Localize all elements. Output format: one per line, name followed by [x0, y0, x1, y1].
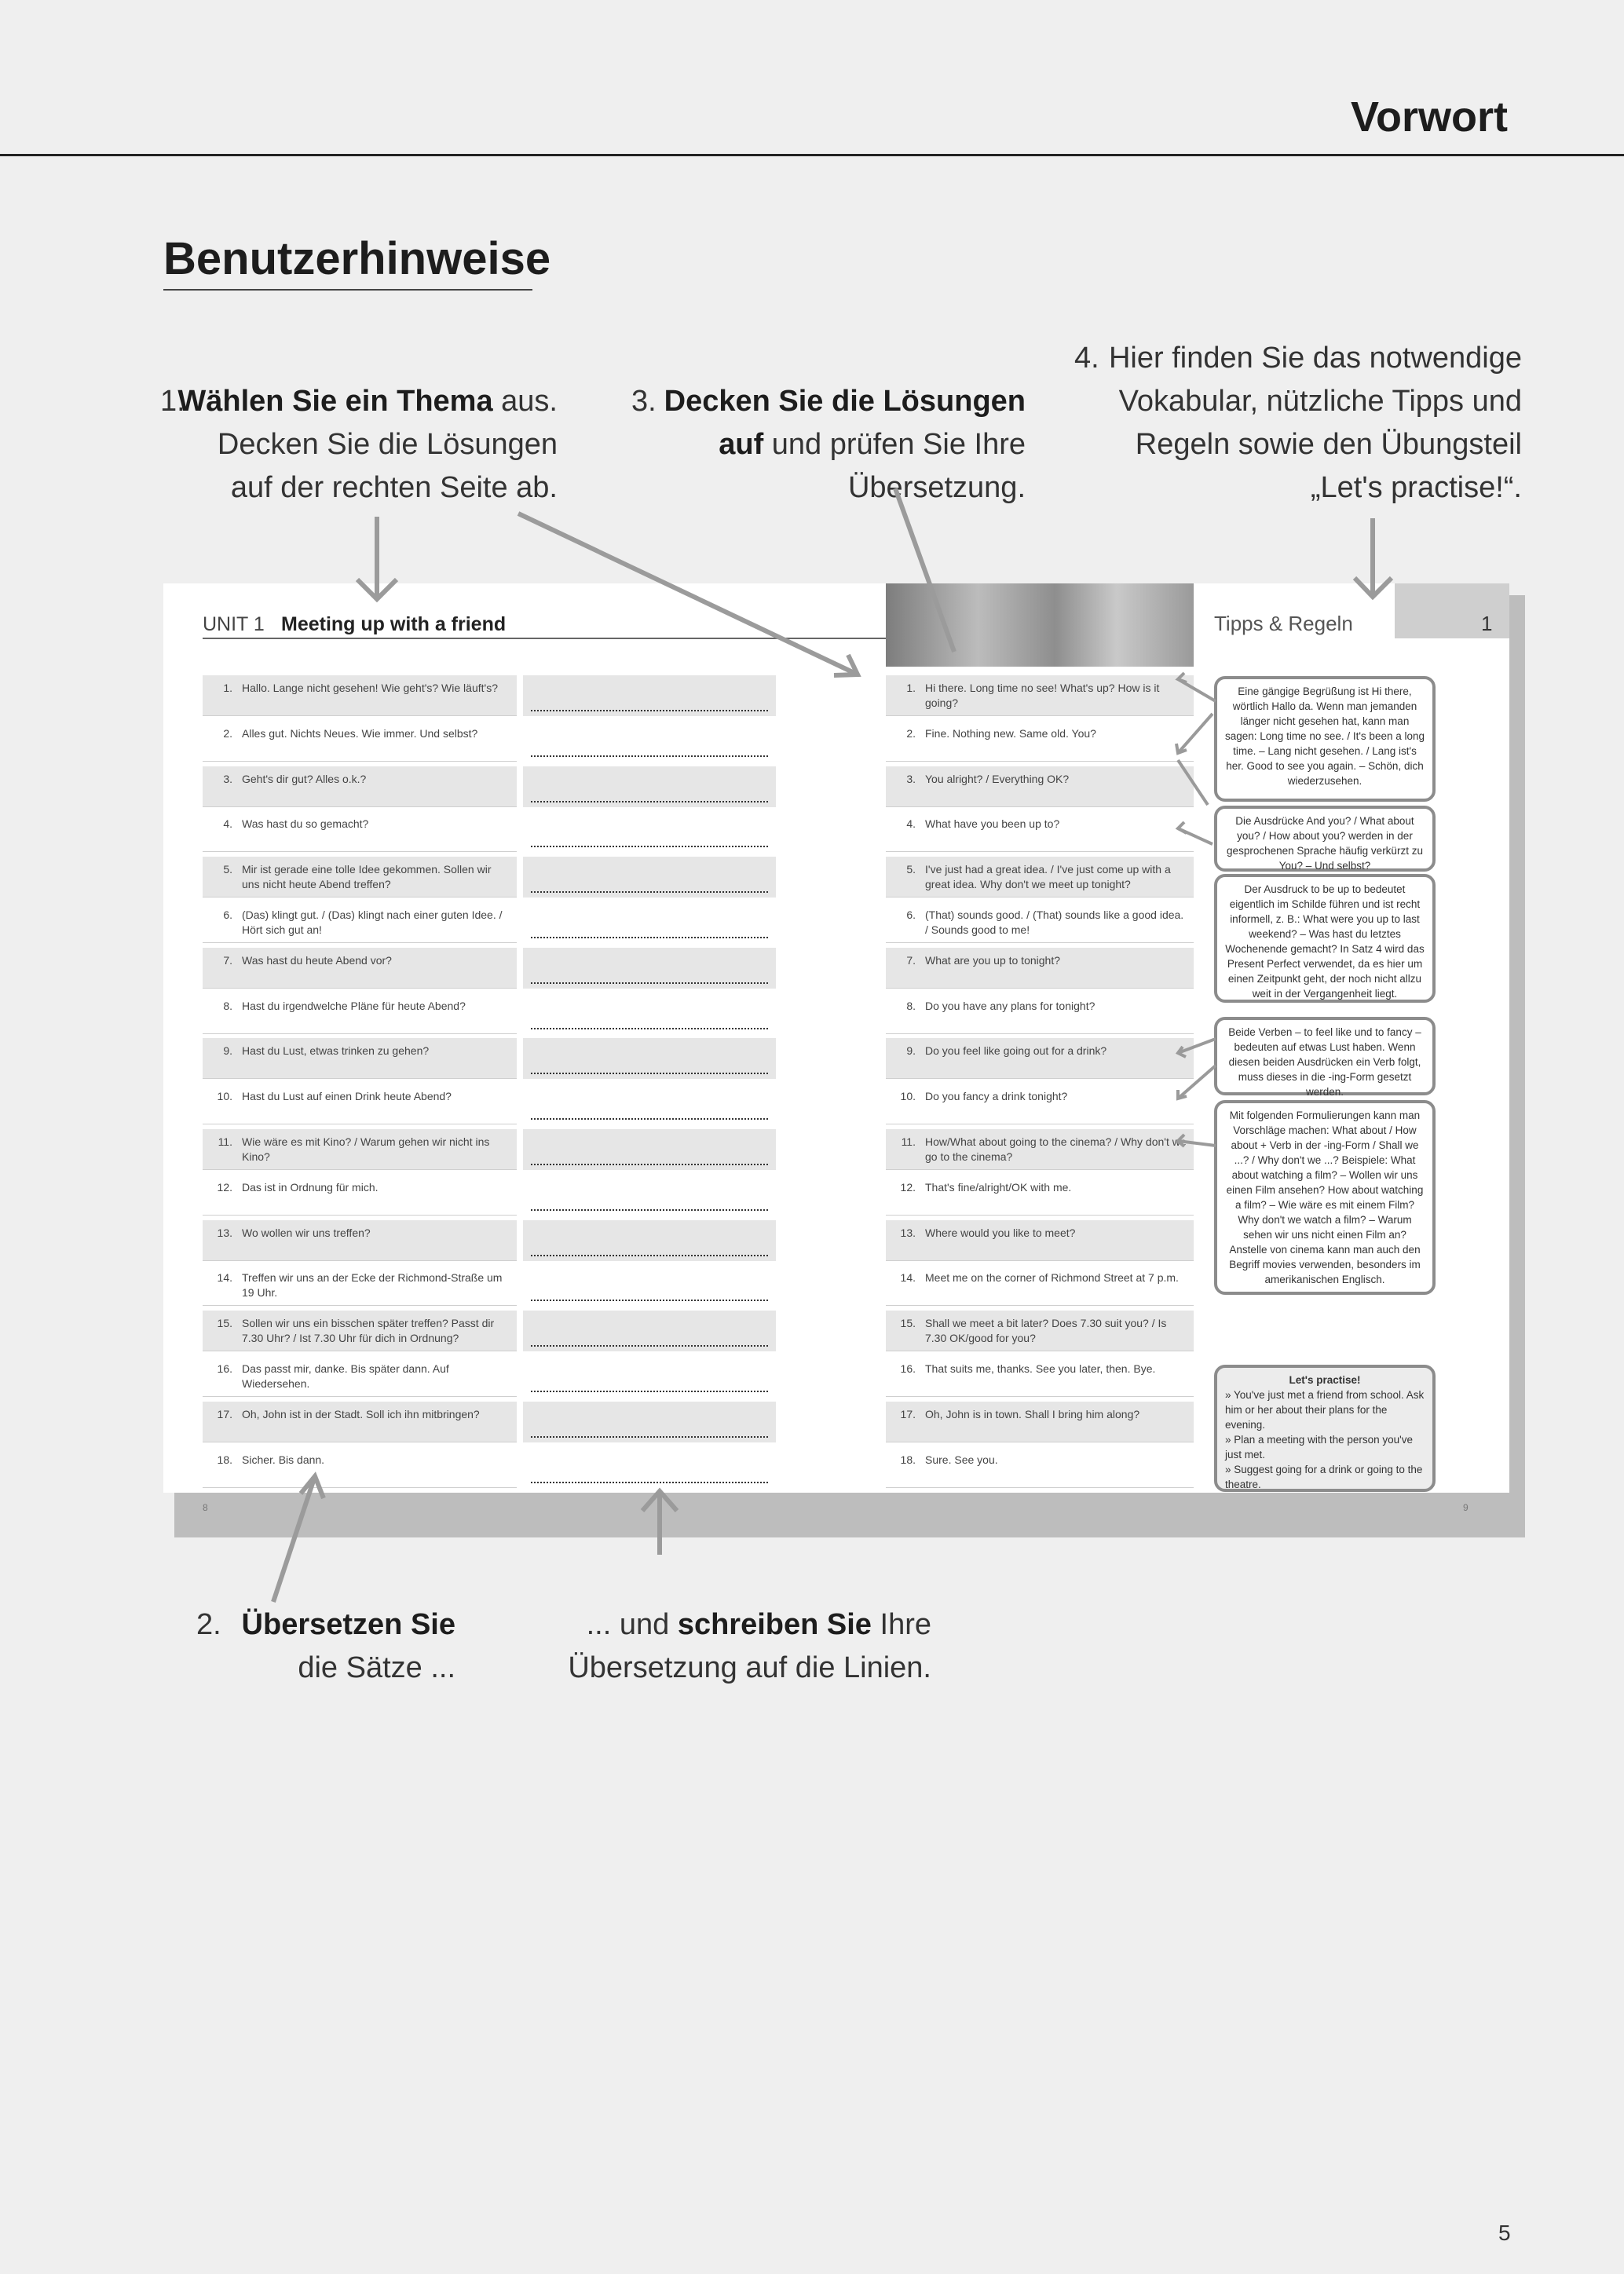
- row-sentence: Was hast du heute Abend vor?: [242, 953, 392, 967]
- row-number: 6.: [906, 909, 916, 921]
- row-sentence: What have you been up to?: [925, 817, 1060, 831]
- row-sentence: Das passt mir, danke. Bis später dann. Auf Wiedersehen.: [242, 1362, 449, 1390]
- row-number: 7.: [223, 953, 232, 967]
- row-sentence: Hi there. Long time no see! What's up? How is it going?: [925, 682, 1160, 709]
- row-sentence: How/What about going to the cinema? / Why don't we go to the cinema?: [925, 1135, 1187, 1163]
- row-number: 17.: [900, 1407, 916, 1420]
- row-number: 5.: [223, 863, 232, 876]
- row-sentence: Sollen wir uns ein bisschen später treffen? Passt dir 7.30 Uhr? / Ist 7.30 Uhr für dich in Ordnung?: [242, 1317, 495, 1345]
- tipps-label: Tipps & Regeln: [1214, 612, 1353, 635]
- row-sentence: Sicher. Bis dann.: [242, 1453, 325, 1466]
- row-sentence: You alright? / Everything OK?: [925, 772, 1070, 785]
- row-number: 11.: [218, 1135, 232, 1148]
- tip-box-5: Mit folgenden Formulierungen kann man Vorschläge machen: What about / How about + Verb in der -ing-Form / Shall we ...? / Why don't we ...? Beispiele: What about watching a film? – Wollen wir uns einen Film ansehen? How about watching a film? – Wie wäre es mit einem Film? Why don't we watch a film? – Warum sehen wir uns nicht einen Film an? Anstelle von cinema kann man auch den Begriff movies verwenden, besonders im amerikanischen Englisch.: [1214, 1100, 1436, 1295]
- unit-title: Meeting up with a friend: [281, 613, 507, 635]
- row-number: 15.: [900, 1317, 916, 1330]
- row-number: 7.: [906, 953, 916, 967]
- instruction-4-line4: „Let's practise!“.: [1310, 471, 1522, 504]
- page-number-right: 9: [1463, 1502, 1469, 1513]
- row-number: 2.: [906, 726, 916, 740]
- row-sentence: (Das) klingt gut. / (Das) klingt nach einer guten Idee. / Hört sich gut an!: [242, 909, 503, 936]
- instruction-number: 2.: [196, 1608, 221, 1641]
- row-number: 12.: [217, 1180, 232, 1194]
- instruction-5-bold: schreiben Sie: [677, 1608, 872, 1641]
- row-number: 9.: [906, 1044, 916, 1058]
- row-sentence: Treffen wir uns an der Ecke der Richmond-Straße um 19 Uhr.: [242, 1271, 503, 1300]
- row-sentence: Geht's dir gut? Alles o.k.?: [242, 772, 367, 785]
- instruction-4-line3: Regeln sowie den Übungsteil: [1135, 428, 1522, 461]
- row-sentence: Oh, John ist in der Stadt. Soll ich ihn mitbringen?: [242, 1407, 480, 1420]
- row-number: 4.: [223, 817, 232, 831]
- row-sentence: Das ist in Ordnung für mich.: [242, 1180, 379, 1194]
- row-number: 12.: [900, 1180, 916, 1194]
- instruction-number: 3.: [631, 385, 657, 418]
- page-number-left: 8: [203, 1502, 208, 1513]
- row-sentence: Wo wollen wir uns treffen?: [242, 1226, 371, 1239]
- row-number: 16.: [900, 1362, 916, 1375]
- row-number: 9.: [223, 1044, 232, 1058]
- row-sentence: Meet me on the corner of Richmond Street at 7 p.m.: [925, 1271, 1179, 1285]
- row-sentence: Sure. See you.: [925, 1453, 998, 1466]
- instruction-3-rest: und prüfen Sie Ihre: [763, 428, 1026, 461]
- row-sentence: Do you fancy a drink tonight?: [925, 1090, 1068, 1103]
- practise-item: » You've just met a friend from school. Ask him or her about their plans for the evening.: [1225, 1389, 1425, 1431]
- row-number: 14.: [900, 1271, 916, 1285]
- instruction-5-post: Ihre: [871, 1608, 931, 1641]
- row-number: 3.: [906, 772, 916, 785]
- header-title: Vorwort: [1351, 93, 1508, 141]
- row-sentence: Oh, John is in town. Shall I bring him along?: [925, 1407, 1140, 1420]
- instruction-number: 4.: [1074, 342, 1099, 375]
- row-number: 1.: [906, 682, 916, 694]
- row-sentence: Do you feel like going out for a drink?: [925, 1044, 1107, 1058]
- instruction-4-line1: Hier finden Sie das notwendige: [1108, 342, 1522, 375]
- instruction-3-line3: Übersetzung.: [847, 471, 1026, 504]
- instruction-2: [196, 1603, 455, 1690]
- row-number: 13.: [217, 1226, 232, 1239]
- instruction-1-rest: aus.: [492, 385, 558, 418]
- row-number: 4.: [906, 817, 916, 831]
- row-sentence: Alles gut. Nichts Neues. Wie immer. Und selbst?: [242, 726, 478, 740]
- tip-box-3: Der Ausdruck to be up to bedeutet eigentlich im Schilde führen und ist recht informell, z. B.: What were you up to last weekend? – Was hast du letztes Wochenende gemacht? In Satz 4 wird das Present Perfect verwendet, da es hier um einen Zeitpunkt geht, der noch nicht allzu weit in der Vergangenheit liegt.: [1214, 874, 1436, 1003]
- instruction-5-pre: ... und: [586, 1608, 678, 1641]
- unit-label: UNIT 1: [203, 613, 265, 635]
- row-number: 18.: [900, 1453, 916, 1466]
- row-number: 11.: [901, 1135, 916, 1148]
- tip-box-2: Die Ausdrücke And you? / What about you? / How about you? werden in der gesprochenen Sprache häufig verkürzt zu You? – Und selbst?: [1214, 806, 1436, 872]
- row-number: 16.: [217, 1362, 232, 1375]
- instruction-5: [550, 1603, 931, 1690]
- section-title: Benutzerhinweise: [163, 233, 551, 284]
- row-sentence: Do you have any plans for tonight?: [925, 999, 1095, 1012]
- row-number: 1.: [223, 682, 232, 694]
- row-sentence: Hast du Lust, etwas trinken zu gehen?: [242, 1044, 430, 1058]
- row-sentence: I've just had a great idea. / I've just come up with a great idea. Why don't we meet up tonight?: [925, 863, 1171, 891]
- instruction-1-line3: auf der rechten Seite ab.: [230, 471, 558, 504]
- practise-title: Let's practise!: [1289, 1374, 1361, 1386]
- row-sentence: That suits me, thanks. See you later, then. Bye.: [925, 1362, 1156, 1375]
- instruction-2-bold: Übersetzen Sie: [241, 1608, 455, 1641]
- row-number: 10.: [900, 1090, 916, 1103]
- row-number: 17.: [217, 1407, 232, 1420]
- instruction-1-line2: Decken Sie die Lösungen: [217, 428, 558, 461]
- row-sentence: That's fine/alright/OK with me.: [925, 1180, 1072, 1194]
- row-sentence: Hast du Lust auf einen Drink heute Abend?: [242, 1090, 452, 1103]
- row-sentence: Wie wäre es mit Kino? / Warum gehen wir nicht ins Kino?: [242, 1135, 490, 1163]
- instruction-3-bold2: auf: [719, 428, 764, 461]
- tip-box-4: Beide Verben – to feel like und to fancy – bedeuten auf etwas Lust haben. Wenn diesen beiden Ausdrücken ein Verb folgt, muss dieses in die -ing-Form gesetzt werden.: [1214, 1017, 1436, 1095]
- row-sentence: Was hast du so gemacht?: [242, 817, 369, 831]
- row-number: 15.: [217, 1317, 232, 1330]
- practise-item: » Plan a meeting with the person you've just met.: [1225, 1434, 1413, 1461]
- instruction-4-line2: Vokabular, nützliche Tipps und: [1118, 385, 1522, 418]
- row-sentence: (That) sounds good. / (That) sounds like a good idea. / Sounds good to me!: [925, 909, 1184, 936]
- row-number: 18.: [217, 1453, 232, 1466]
- row-number: 3.: [223, 772, 232, 785]
- row-number: 6.: [223, 909, 232, 921]
- row-number: 2.: [223, 726, 232, 740]
- tipps-number: 1: [1481, 612, 1493, 635]
- row-number: 5.: [906, 863, 916, 876]
- instruction-1-bold: Wählen Sie ein Thema: [177, 385, 493, 418]
- row-sentence: Hallo. Lange nicht gesehen! Wie geht's? Wie läuft's?: [242, 682, 498, 694]
- practise-item: » Suggest going for a drink or going to the theatre.: [1225, 1464, 1423, 1490]
- row-sentence: Mir ist gerade eine tolle Idee gekommen. Sollen wir uns nicht heute Abend treffen?: [242, 863, 492, 891]
- page-number: 5: [1498, 2221, 1511, 2245]
- tip-box-1: Eine gängige Begrüßung ist Hi there, wörtlich Hallo da. Wenn man jemanden länger nicht gesehen hat, kann man sagen: Long time no see. / It's been a long time. – Lang nicht gesehen. / Lang ist's her. Good to see you again. – Schön, dich wiederzusehen.: [1214, 676, 1436, 802]
- row-number: 14.: [217, 1271, 232, 1285]
- row-number: 13.: [900, 1226, 916, 1239]
- row-sentence: Where would you like to meet?: [925, 1226, 1076, 1239]
- instruction-2-line2: die Sätze ...: [298, 1651, 455, 1684]
- row-number: 10.: [217, 1090, 232, 1103]
- row-sentence: What are you up to tonight?: [925, 953, 1060, 967]
- row-sentence: Shall we meet a bit later? Does 7.30 suit you? / Is 7.30 OK/good for you?: [925, 1317, 1167, 1345]
- row-number: 8.: [906, 999, 916, 1012]
- row-sentence: Fine. Nothing new. Same old. You?: [925, 726, 1096, 740]
- instruction-5-line2: Übersetzung auf die Linien.: [568, 1651, 931, 1684]
- row-number: 8.: [223, 999, 232, 1012]
- instruction-number: 1.: [160, 385, 185, 418]
- instruction-3-bold: Decken Sie die Lösungen: [664, 385, 1026, 418]
- row-sentence: Hast du irgendwelche Pläne für heute Abend?: [242, 999, 466, 1012]
